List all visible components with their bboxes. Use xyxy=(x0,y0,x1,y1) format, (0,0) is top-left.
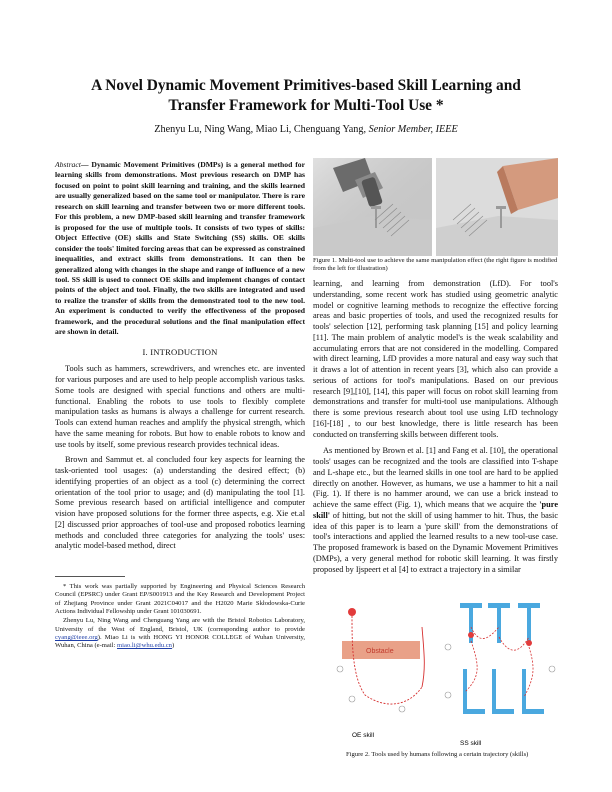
figure-2-diagram xyxy=(330,597,560,747)
oe-trajectory-end xyxy=(422,627,424,687)
intro-paragraph-2: Brown and Sammut et. al concluded four key aspects for learning the task-oriented tool usages: (a) understanding the desired effect; (b) identifying properties of an object as a tool (c) determining the correct orientation of the tool prior to usage; and (d) manipulating the tool [1]. Some previous research based on artificial intelligence and computer vision have proposed solutions for the former three aspects, e.g. Xie et.al [2] discussed prior approaches of tool-use and proposed robotics learning methods and concluded three categories for analyzing the tools' uses: analytic model-based method, direct xyxy=(55,455,305,551)
figure-1-caption: Figure 1. Multi-tool use to achieve the same manipulation effect (the right figure is modified from the left for illustration) xyxy=(313,257,558,273)
footnote-affil-text-1: Zhenyu Lu, Ning Wang and Chenguang Yang are with the Bristol Robotics Laboratory, University of the West of England, Bristol, UK (corresponding author to provide xyxy=(55,617,305,633)
section-heading-introduction: I. INTRODUCTION xyxy=(142,346,218,357)
email-link-cyang[interactable]: cyang@ieee.org xyxy=(55,634,98,642)
abstract-text: — Dynamic Movement Primitives (DMPs) is a general method for learning skills from demonstrations. Most previous research on DMP has focused on point to point skill learning and training, and the skills learned are usually generalized based on the same tool or manipulator. There is rare research on skill learning and transfer between two or more different tools. For this problem, a new DMP-based skill learning and transfer framework is proposed for the use of multiple tools. It consists of two types of skills: Object Effective (OE) skills and State Switching (SS) skills. OE skills consider the tools' limited forcing areas that can be expressed as constrained inequalities, and extract skills from demonstrations. It can then be generalized along with changes in the shape and range of influence of a new tool. SS skill is used to connect OE skills and implement changes of contact points of the object and tool. Finally, the two skills are integrated and used to realize the transfer of skills from the demonstrated tool to the new tool. An experiment is conducted to verify the effectiveness of the proposed framework, and the procedural solutions and the final manipulation effect are shown in detail. xyxy=(55,160,305,337)
oe-trajectory xyxy=(352,616,422,704)
author-names: Zhenyu Lu, Ning Wang, Miao Li, Chenguang Yang, xyxy=(154,124,367,135)
pure-skill-term: 'pure skill' xyxy=(313,500,558,520)
author-list xyxy=(40,123,572,136)
figure-1-images xyxy=(313,158,558,256)
right-column xyxy=(313,279,558,580)
intro-paragraph-1: Tools such as hammers, screwdrivers, and wrenches etc. are invented for various purposes and are used to help people accomplish various tasks. Some tools are designed with special functions and others are multi-functional. Enabling the robots to use tools to flexibly complete manipulation tasks as humans is always a challenge for current research. Tools can extend human reaches and amplify the physical strength, which have the same meaning for robots. But how to enable robots to know and use tools by itself, some previous research provides technical ideas. xyxy=(55,364,305,449)
author-role: Senior Member, IEEE xyxy=(368,124,458,135)
oe-skill-label: OE skill xyxy=(352,732,375,739)
title-line-2: Transfer Framework for Multi-Tool Use * xyxy=(168,97,444,114)
title-line-1: A Novel Dynamic Movement Primitives-based Skill Learning and xyxy=(91,77,521,94)
right-paragraph-2 xyxy=(313,446,558,575)
email-link-miao[interactable]: miao.li@whu.edu.cn xyxy=(117,642,172,650)
start-marker-icon xyxy=(348,608,356,616)
right-paragraph-2-b: of hitting, but not the skill of using hammer to hit. Thus, the basic idea of this paper is to learn a 'pure skill' from the demonstrations of tool's interactions and applied the learned results to a new tool-use case. The proposed framework is based on the Dynamic Movement Primitives (DMPs), a very general method for robotic skill learning. It was firstly proposed by Ijspeert et al [4] to extract a trajectory in a similar xyxy=(313,510,558,574)
right-paragraph-1: learning, and learning from demonstration (LfD). For tool's understanding, some recent work has studied using geometric analytic model or cognitive learning methods to recognize the effective forcing areas and basic properties of tools, and used the recognized results for tools' selection [12], performing task planning [15] and policy learning [11]. The main problem of analytic model's is the weak scalability and accumulating errors that are not considered in the modelling. Compared with direct learning, LfD provides a more natural and easy way such that it draws a lot of attention in recent years [3], which also can provide a serious of actions for tool's manipulations. Based on our previous research [9],[10], [14], this paper will focus on robot skill learning from demonstrations and transfer for multi-tool use manipulations. Although there is some previous research about tool use using LfD technology [16]-[18] , to our best knowledge, there is little research has been conducted on transferring skills between different tools. xyxy=(313,279,558,439)
ss-skill-label: SS skill xyxy=(460,740,482,747)
obstacle-label: Obstacle xyxy=(366,648,394,655)
footnote-affiliations xyxy=(55,617,305,650)
ss-marker-1-icon xyxy=(468,632,474,638)
abstract-lead: Abstract xyxy=(55,160,81,169)
abstract xyxy=(55,160,305,338)
left-column xyxy=(55,160,305,557)
hammer-photo xyxy=(313,158,432,256)
ss-marker-2-icon xyxy=(526,640,532,646)
brick-photo xyxy=(436,158,558,256)
l-shape-tools xyxy=(463,669,544,714)
paper-title xyxy=(40,76,572,116)
ss-skill-diagram xyxy=(445,603,555,747)
footnote-affil-text-2: ). Miao Li is with HONG YI HONOR COLLEGE of Wuhan University, Wuhan, China (e-mail: xyxy=(55,634,305,650)
oe-skill-diagram xyxy=(337,608,424,739)
right-paragraph-2-a: As mentioned by Brown et al. [1] and Fang et al. [10], the operational tools' usages can be recognized and the tools are classified into T-shape and L-shape etc., but the learned skills in one tool are hard to be applied directly on another. However, as humans, we use a hammer to hit a nail (Fig. 1). If there is no hammer around, we can use a brick instead to achieve the same effect (Fig. 1), which means that we acquire the xyxy=(313,446,558,509)
footnote-affil-text-3: ) xyxy=(171,642,175,650)
figure-2-caption: Figure 2. Tools used by humans following a certain trajectory (skills) xyxy=(346,751,529,758)
footnote-divider xyxy=(55,576,125,577)
footnotes xyxy=(55,583,305,652)
footnote-funding: * This work was partially supported by Engineering and Physical Sciences Research Council (EPSRC) under Grant EP/S001913 and the Key Research and Development Project of Zhejiang Province under Grant 2021C04017 and the H2020 Marie Skłodowska-Curie Actions Individual Fellowship under Grant 101030691. xyxy=(55,583,305,616)
